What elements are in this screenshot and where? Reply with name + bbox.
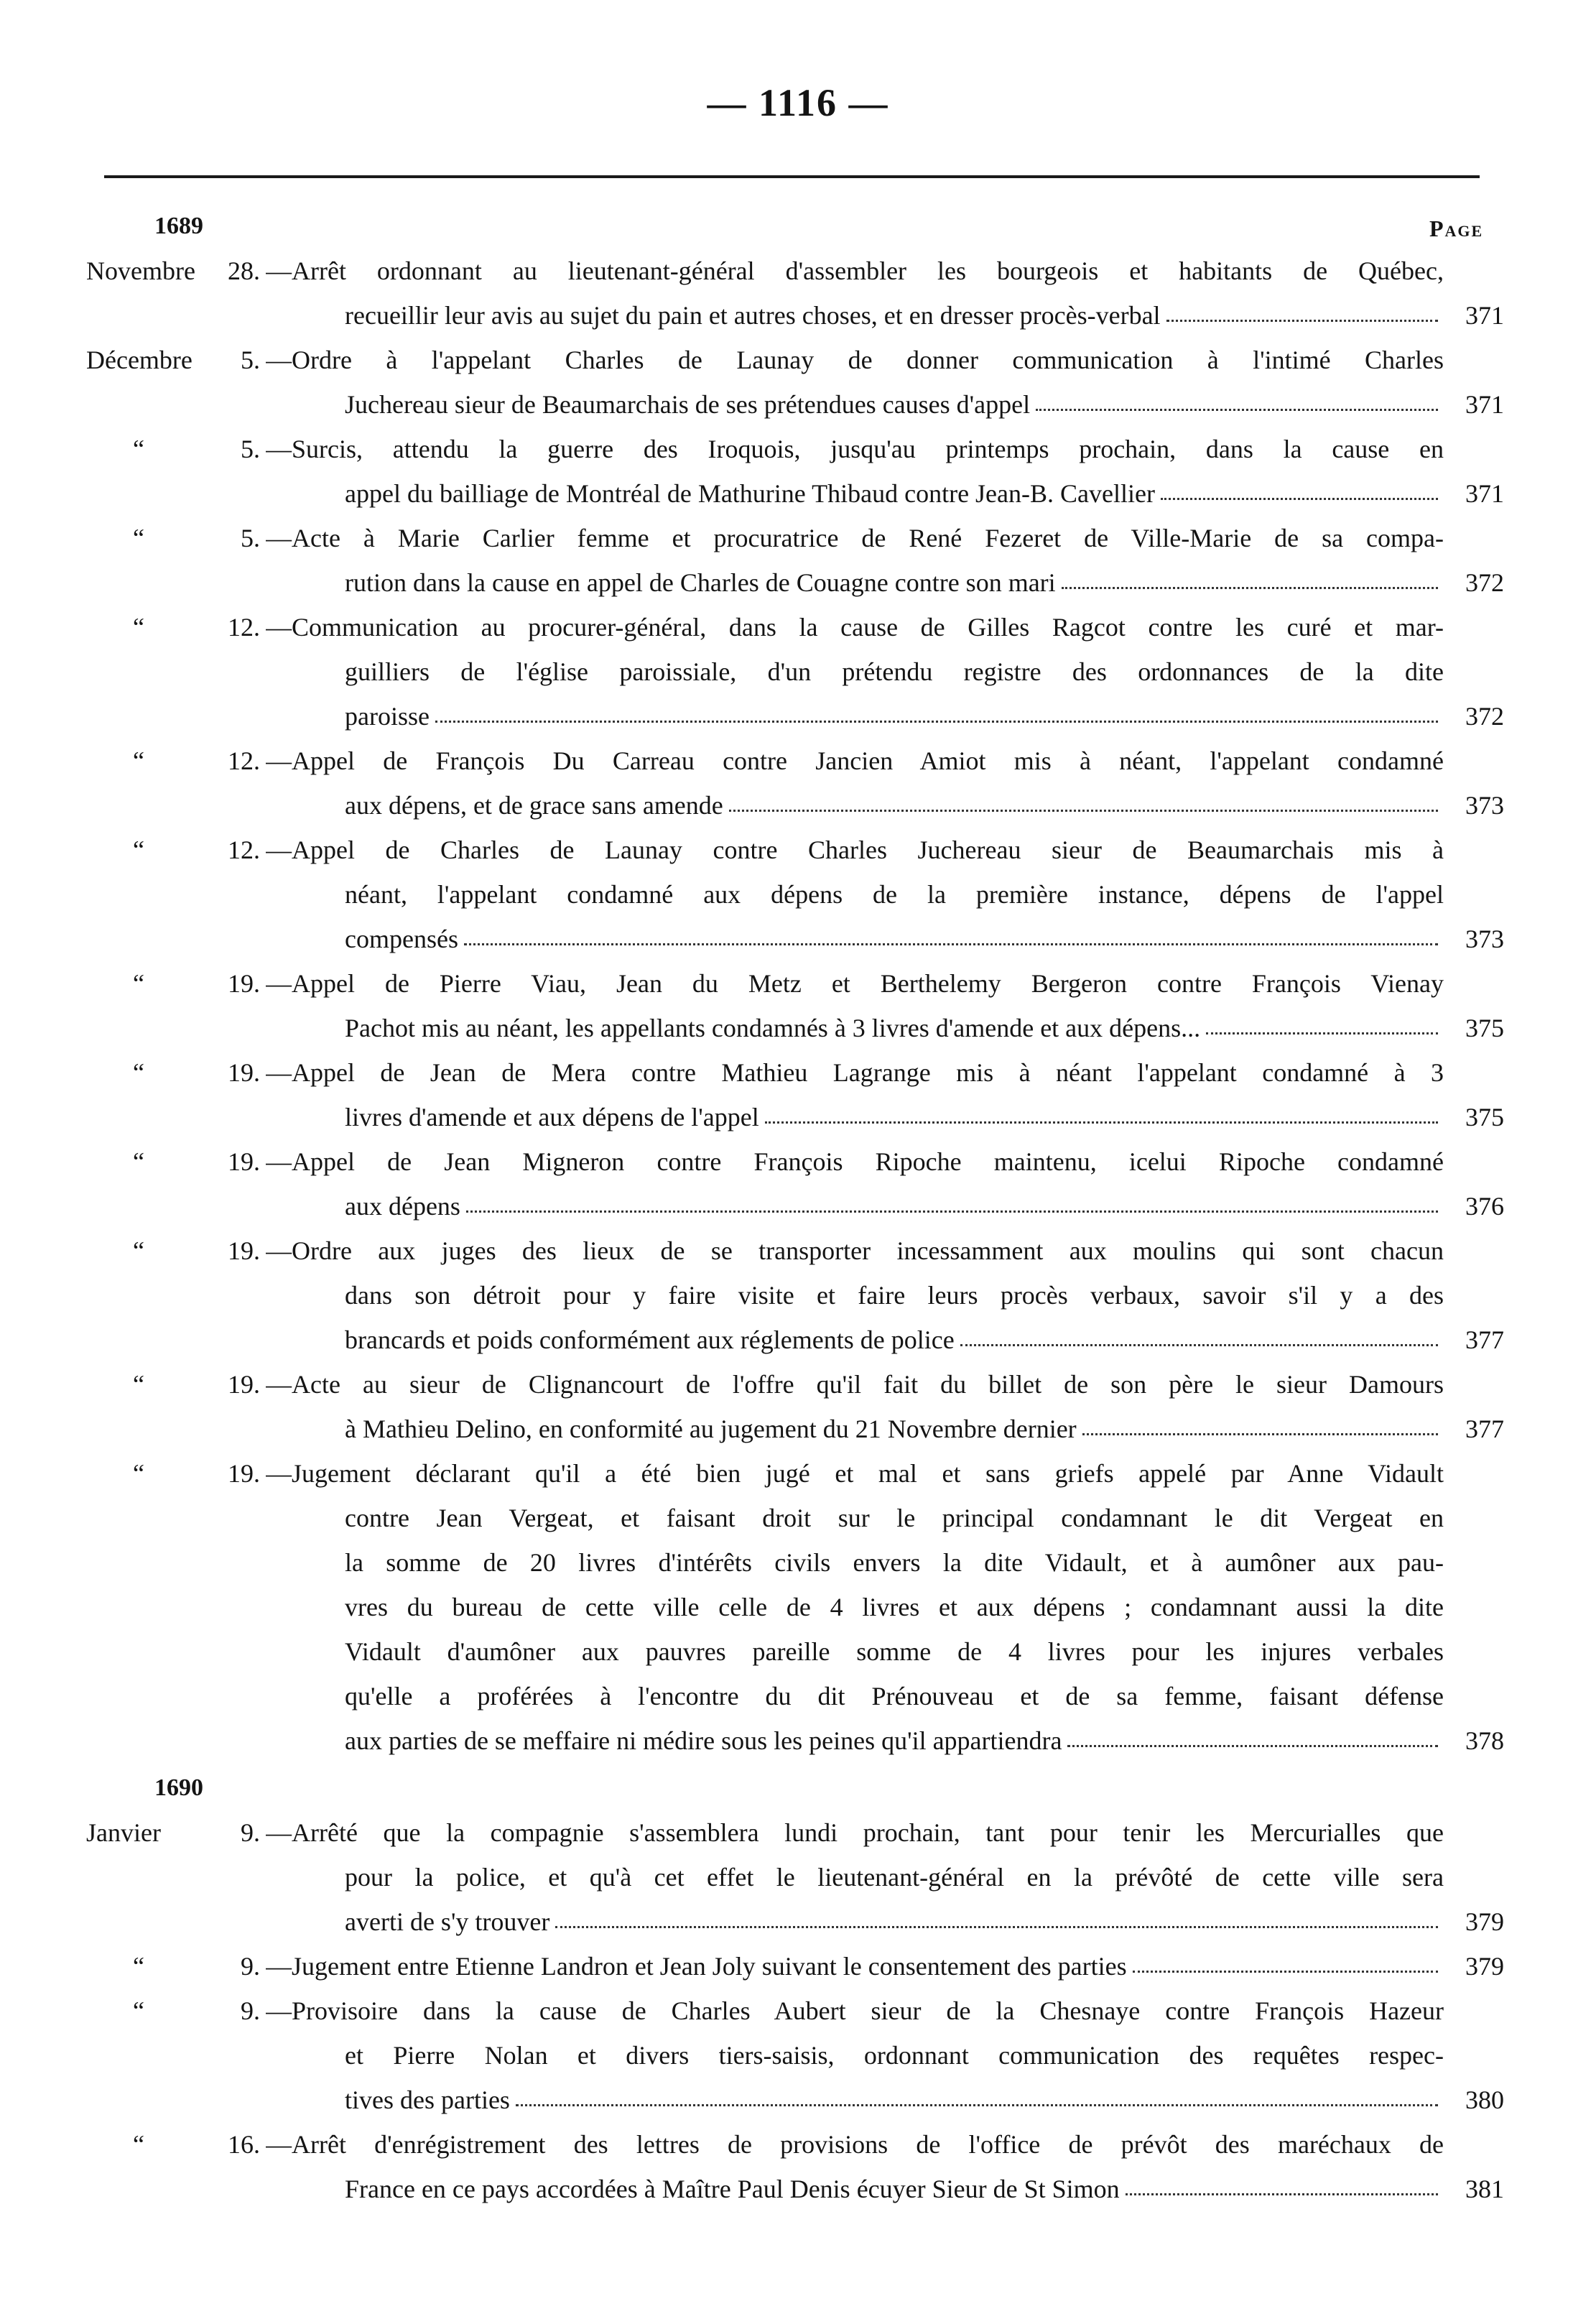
- entry-page-ref: 379: [1465, 1907, 1504, 1936]
- entry-text-segment: compensés: [345, 925, 458, 953]
- entry-text-segment: averti de s'y trouver: [345, 1907, 550, 1936]
- entry-page-ref: 378: [1465, 1726, 1504, 1755]
- entry-page-ref: 377: [1465, 1325, 1504, 1354]
- entry-day: 19.: [228, 1147, 260, 1176]
- entry-page-ref: 372: [1465, 568, 1504, 597]
- index-entry: [0, 1139, 1596, 1228]
- entry-line: [0, 917, 1596, 961]
- dot-leader: [1067, 1744, 1438, 1747]
- page-column-header: Page: [1429, 216, 1484, 241]
- entry-day: 19.: [228, 1370, 260, 1399]
- entry-page-ref: 381: [1465, 2175, 1504, 2203]
- entry-page-ref: 375: [1465, 1014, 1504, 1042]
- ditto-mark: “: [133, 1236, 144, 1265]
- ditto-mark: “: [133, 1952, 144, 1981]
- index-entry: [0, 338, 1596, 427]
- index-entry: [0, 427, 1596, 516]
- entry-line: [0, 694, 1596, 739]
- entry-page-ref: 373: [1465, 791, 1504, 820]
- entry-text-segment: France en ce pays accordées à Maître Paul Denis écuyer Sieur de St Simon: [345, 2175, 1120, 2203]
- entry-month: Novembre: [86, 256, 195, 285]
- entry-text: —Arrêt ordonnant au lieutenant-général d'assembler les bourgeois et habitants de Québec,: [266, 256, 1444, 285]
- entry-line: [0, 2078, 1596, 2122]
- entry-text: [345, 917, 1444, 961]
- entry-day: 12.: [228, 613, 260, 642]
- index-entry: [0, 1228, 1596, 1362]
- entry-line: [0, 1451, 1596, 1496]
- dot-leader: [555, 1925, 1438, 1928]
- entry-text: —Surcis, attendu la guerre des Iroquois, jusqu'au printemps prochain, dans la cause en: [266, 435, 1444, 463]
- entry-text: [345, 1318, 1444, 1362]
- entry-page-ref: 372: [1465, 702, 1504, 731]
- entry-day: 16.: [228, 2130, 260, 2159]
- dot-leader: [1166, 319, 1438, 322]
- index-entry: [0, 2122, 1596, 2211]
- index-entry: [0, 1810, 1596, 1944]
- entry-text: [345, 560, 1444, 605]
- ditto-mark: “: [133, 746, 144, 775]
- dot-leader: [1126, 2193, 1438, 2195]
- entry-page-ref: 371: [1465, 479, 1504, 508]
- entry-line: [0, 739, 1596, 783]
- entry-line: [0, 249, 1596, 293]
- entry-text: [345, 471, 1444, 516]
- entry-text: Vidault d'aumôner aux pauvres pareille somme de 4 livres pour les injures verbales: [345, 1637, 1444, 1666]
- entry-line: [0, 961, 1596, 1006]
- ditto-mark: “: [133, 835, 144, 864]
- entry-line: [0, 1718, 1596, 1763]
- entry-line: [0, 1318, 1596, 1362]
- entry-line: [0, 427, 1596, 471]
- entry-month: Janvier: [86, 1818, 161, 1847]
- entry-text: —Arrêt d'enrégistrement des lettres de provisions de l'office de prévôt des maréchaux de: [266, 2130, 1444, 2159]
- entry-line: [0, 1228, 1596, 1273]
- entry-line: [0, 1629, 1596, 1674]
- entry-text: —Arrêté que la compagnie s'assemblera lundi prochain, tant pour tenir les Mercurialles que: [266, 1818, 1444, 1847]
- entry-text: pour la police, et qu'à cet effet le lieutenant-général en la prévôté de cette ville sera: [345, 1863, 1444, 1892]
- entry-page-ref: 377: [1465, 1415, 1504, 1443]
- entry-text-segment: rution dans la cause en appel de Charles de Couagne contre son mari: [345, 568, 1056, 597]
- entry-text-segment: Juchereau sieur de Beaumarchais de ses prétendues causes d'appel: [345, 390, 1031, 419]
- entry-text: —Appel de Jean de Mera contre Mathieu Lagrange mis à néant l'appelant condamné à 3: [266, 1058, 1444, 1087]
- ditto-mark: “: [133, 1147, 144, 1176]
- ditto-mark: “: [133, 1996, 144, 2025]
- entry-line: [0, 1095, 1596, 1139]
- dot-leader: [466, 1210, 1438, 1213]
- entry-text: la somme de 20 livres d'intérêts civils envers la dite Vidault, et à aumôner aux pau-: [345, 1548, 1444, 1577]
- entry-text: —Acte à Marie Carlier femme et procuratrice de René Fezeret de Ville-Marie de sa compa-: [266, 524, 1444, 552]
- entry-page-ref: 373: [1465, 925, 1504, 953]
- entry-text: —Appel de Charles de Launay contre Charles Juchereau sieur de Beaumarchais mis à: [266, 835, 1444, 864]
- entry-text: [345, 694, 1444, 739]
- page-number: — 1116 —: [707, 81, 889, 124]
- entry-day: 9.: [241, 1952, 260, 1981]
- entry-line: [0, 1362, 1596, 1407]
- entry-text-segment: recueillir leur avis au sujet du pain et autres choses, et en dresser procès-verbal: [345, 301, 1161, 330]
- ditto-mark: “: [133, 524, 144, 552]
- entry-text: vres du bureau de cette ville celle de 4 livres et aux dépens ; condamnant aussi la dite: [345, 1593, 1444, 1621]
- entry-day: 5.: [241, 435, 260, 463]
- entry-text: guilliers de l'église paroissiale, d'un prétendu registre des ordonnances de la dite: [345, 657, 1444, 686]
- entry-day: 19.: [228, 1459, 260, 1488]
- entry-text: [345, 1006, 1444, 1050]
- entry-month: Décembre: [86, 346, 192, 374]
- entry-line: [0, 2033, 1596, 2078]
- entry-text: [345, 1184, 1444, 1228]
- entry-line: [0, 1407, 1596, 1451]
- ditto-mark: “: [133, 1058, 144, 1087]
- entry-line: [0, 1540, 1596, 1585]
- entry-text: —Communication au procurer-général, dans la cause de Gilles Ragcot contre les curé et mar-: [266, 613, 1444, 642]
- entry-text-segment: aux dépens: [345, 1192, 460, 1221]
- entry-text: [345, 1718, 1444, 1763]
- dot-leader: [1161, 497, 1438, 500]
- entry-text: [345, 382, 1444, 427]
- entry-text-segment: livres d'amende et aux dépens de l'appel: [345, 1103, 759, 1131]
- entry-text-segment: tives des parties: [345, 2085, 510, 2114]
- entry-line: [0, 1273, 1596, 1318]
- dot-leader: [1082, 1432, 1438, 1435]
- entry-text-segment: appel du bailliage de Montréal de Mathurine Thibaud contre Jean-B. Cavellier: [345, 479, 1155, 508]
- dot-leader: [516, 2103, 1438, 2106]
- index-entry: [0, 1050, 1596, 1139]
- entry-line: [0, 872, 1596, 917]
- entry-line: [0, 1006, 1596, 1050]
- ditto-mark: “: [133, 1459, 144, 1488]
- entry-text: [345, 293, 1444, 338]
- entry-line: [0, 560, 1596, 605]
- ditto-mark: “: [133, 435, 144, 463]
- entry-line: [0, 1139, 1596, 1184]
- entry-page-ref: 379: [1465, 1952, 1504, 1981]
- entry-line: [0, 1810, 1596, 1855]
- index-entry: [0, 1944, 1596, 1989]
- header-rule: [104, 175, 1480, 178]
- dot-leader: [464, 943, 1438, 945]
- entry-text: —Jugement déclarant qu'il a été bien jugé et mal et sans griefs appelé par Anne Vidault: [266, 1459, 1444, 1488]
- entry-day: 12.: [228, 835, 260, 864]
- entry-text: dans son détroit pour y faire visite et faire leurs procès verbaux, savoir s'il y a des: [345, 1281, 1444, 1310]
- year-heading: 1690: [154, 1774, 203, 1801]
- entry-line: [0, 1184, 1596, 1228]
- entry-text: —Ordre à l'appelant Charles de Launay de donner communication à l'intimé Charles: [266, 346, 1444, 374]
- entry-line: [0, 471, 1596, 516]
- dot-leader: [729, 809, 1438, 812]
- entry-text: qu'elle a proférées à l'encontre du dit Prénouveau et de sa femme, faisant défense: [345, 1682, 1444, 1710]
- entry-text-segment: à Mathieu Delino, en conformité au jugement du 21 Novembre dernier: [345, 1415, 1077, 1443]
- entry-line: [0, 338, 1596, 382]
- index-entry: [0, 1362, 1596, 1451]
- entry-line: [0, 516, 1596, 560]
- entry-page-ref: 375: [1465, 1103, 1504, 1131]
- entry-text: [345, 1899, 1444, 1944]
- year-heading: 1689: [154, 213, 203, 239]
- dot-leader: [1036, 408, 1438, 411]
- entry-text: et Pierre Nolan et divers tiers-saisis, ordonnant communication des requêtes respec-: [345, 2041, 1444, 2070]
- entry-line: [0, 605, 1596, 649]
- entry-line: [0, 828, 1596, 872]
- entry-day: 9.: [241, 1996, 260, 2025]
- entry-text: [345, 1407, 1444, 1451]
- entry-day: 19.: [228, 969, 260, 998]
- entry-text-segment: aux parties de se meffaire ni médire sous les peines qu'il appartiendra: [345, 1726, 1062, 1755]
- entry-page-ref: 380: [1465, 2085, 1504, 2114]
- entry-text-segment: aux dépens, et de grace sans amende: [345, 791, 723, 820]
- entry-line: [0, 1944, 1596, 1989]
- entry-day: 5.: [241, 524, 260, 552]
- ditto-mark: “: [133, 2130, 144, 2159]
- entry-line: [0, 1899, 1596, 1944]
- dot-leader: [1133, 1970, 1438, 1973]
- entry-line: [0, 1855, 1596, 1899]
- dot-leader: [1062, 586, 1438, 589]
- index-entry: [0, 1989, 1596, 2122]
- index-entry: [0, 249, 1596, 338]
- entry-line: [0, 293, 1596, 338]
- entry-day: 28.: [228, 256, 260, 285]
- dot-leader: [435, 720, 1438, 723]
- entry-line: [0, 1050, 1596, 1095]
- entry-text: [345, 2167, 1444, 2211]
- dot-leader: [1206, 1032, 1438, 1034]
- entry-line: [0, 1989, 1596, 2033]
- entry-line: [0, 382, 1596, 427]
- entry-page-ref: 376: [1465, 1192, 1504, 1221]
- entry-day: 12.: [228, 746, 260, 775]
- entry-line: [0, 1674, 1596, 1718]
- entry-text: néant, l'appelant condamné aux dépens de la première instance, dépens de l'appel: [345, 880, 1444, 909]
- ditto-mark: “: [133, 613, 144, 642]
- entry-text: —Appel de François Du Carreau contre Jancien Amiot mis à néant, l'appelant condamné: [266, 746, 1444, 775]
- entry-line: [0, 783, 1596, 828]
- entry-text-segment: brancards et poids conformément aux réglements de police: [345, 1325, 955, 1354]
- entry-line: [0, 649, 1596, 694]
- index-entry: [0, 739, 1596, 828]
- entry-text: [266, 1944, 1444, 1989]
- entry-text: —Ordre aux juges des lieux de se transporter incessamment aux moulins qui sont chacun: [266, 1236, 1444, 1265]
- entry-day: 9.: [241, 1818, 260, 1847]
- index-entry: [0, 1451, 1596, 1763]
- index-entry: [0, 961, 1596, 1050]
- entry-page-ref: 371: [1465, 390, 1504, 419]
- entry-text: —Acte au sieur de Clignancourt de l'offre qu'il fait du billet de son père le sieur Damours: [266, 1370, 1444, 1399]
- index-entry: [0, 828, 1596, 961]
- entry-text: —Provisoire dans la cause de Charles Aubert sieur de la Chesnaye contre François Hazeur: [266, 1996, 1444, 2025]
- index-entry: [0, 516, 1596, 605]
- ditto-mark: “: [133, 1370, 144, 1399]
- ditto-mark: “: [133, 969, 144, 998]
- entry-text-segment: Pachot mis au néant, les appellants condamnés à 3 livres d'amende et aux dépens...: [345, 1014, 1201, 1042]
- entry-text: [345, 1095, 1444, 1139]
- entry-text: —Appel de Pierre Viau, Jean du Metz et Berthelemy Bergeron contre François Vienay: [266, 969, 1444, 998]
- entry-line: [0, 1585, 1596, 1629]
- entry-text-segment: paroisse: [345, 702, 430, 731]
- entry-page-ref: 371: [1465, 301, 1504, 330]
- entry-text: —Appel de Jean Migneron contre François Ripoche maintenu, icelui Ripoche condamné: [266, 1147, 1444, 1176]
- entry-text-segment: —Jugement entre Etienne Landron et Jean Joly suivant le consentement des parties: [266, 1952, 1127, 1981]
- entry-day: 19.: [228, 1236, 260, 1265]
- index-entry: [0, 605, 1596, 739]
- entry-line: [0, 1496, 1596, 1540]
- entry-line: [0, 2122, 1596, 2167]
- dot-leader: [765, 1121, 1438, 1124]
- entry-text: contre Jean Vergeat, et faisant droit sur le principal condamnant le dit Vergeat en: [345, 1504, 1444, 1532]
- entry-text: [345, 2078, 1444, 2122]
- entry-line: [0, 2167, 1596, 2211]
- entry-text: [345, 783, 1444, 828]
- entry-day: 5.: [241, 346, 260, 374]
- dot-leader: [960, 1343, 1438, 1346]
- entry-day: 19.: [228, 1058, 260, 1087]
